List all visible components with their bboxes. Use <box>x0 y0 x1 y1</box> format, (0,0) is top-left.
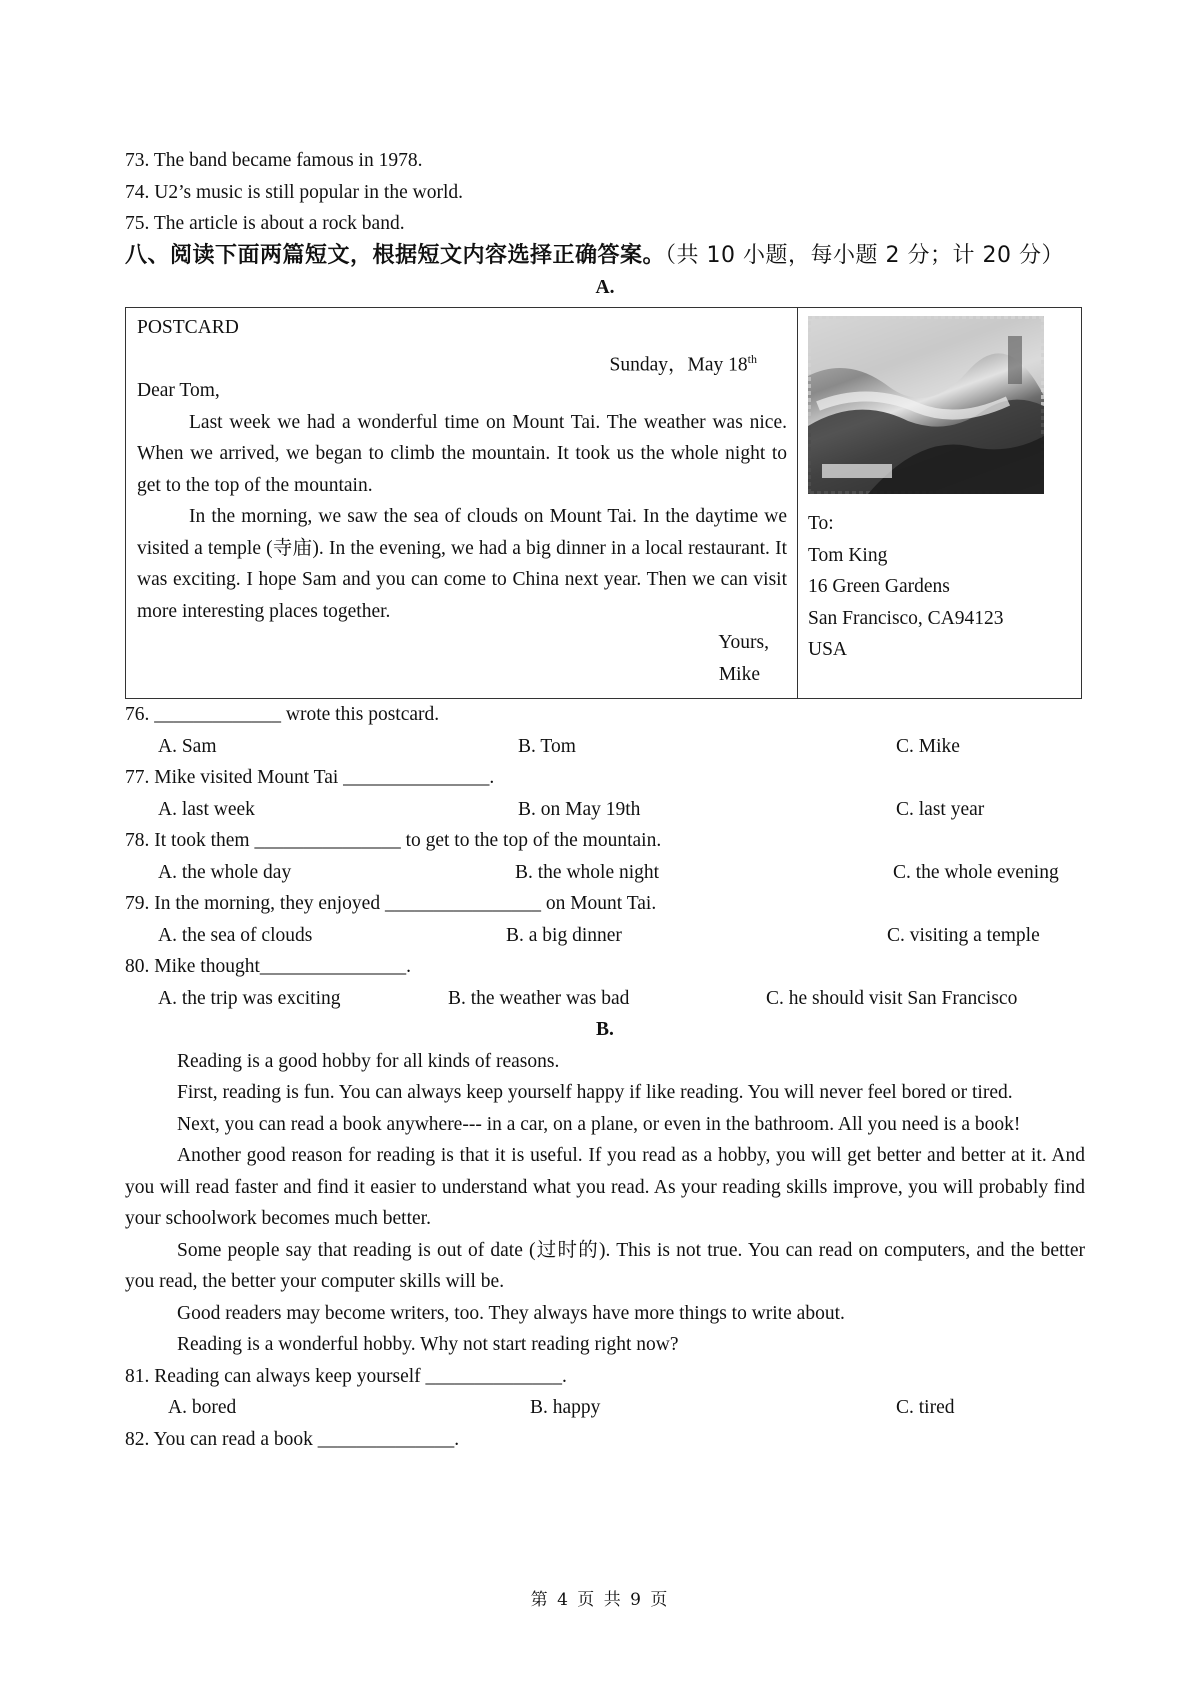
option-c: C. Mike <box>896 735 960 757</box>
item-74: 74. U2’s music is still popular in the world. <box>125 181 463 203</box>
item-73: 73. The band became famous in 1978. <box>125 150 423 171</box>
address-to: To: <box>808 513 834 534</box>
section-heading <box>125 240 1085 272</box>
question-77: 77. Mike visited Mount Tai _______________. <box>125 767 495 788</box>
postcard-paragraph-1: Last week we had a wonderful time on Mount Tai. The weather was nice. When we arrived, we began to climb the mountain. It took us the whole night to get to the top of the mountain. <box>137 411 787 496</box>
options-80 <box>125 983 1085 1015</box>
passage-a-questions <box>125 699 1085 1014</box>
postcard-date-text: Sunday，May 18 <box>609 354 748 375</box>
option-a: A. the sea of clouds <box>158 924 313 946</box>
page-footer: 第 4 页 共 9 页 <box>530 1590 670 1610</box>
passage-b-paragraph-3: Next, you can read a book anywhere--- in a car, on a plane, or even in the bathroom. All you need is a book! <box>177 1113 1021 1135</box>
section-note: （共 10 小题，每小题 2 分；计 20 分） <box>665 242 1064 268</box>
question-79: 79. In the morning, they enjoyed ________________ on Mount Tai. <box>125 893 657 914</box>
option-b: B. Tom <box>518 735 576 757</box>
passage-b-paragraph-4: Another good reason for reading is that it is useful. If you read as a hobby, you will get better and better at it. And you will read faster and find it easier to understand what you read. As your reading skills improve, you will probably find your schoolwork becomes much better. <box>125 1145 1085 1229</box>
option-c: C. the whole evening <box>893 861 1059 883</box>
passage-a-label: A. <box>595 276 615 298</box>
postcard-greeting: Dear Tom, <box>137 380 220 401</box>
postcard-closing: Yours, <box>718 632 769 653</box>
question-82: 82. You can read a book ______________. <box>125 1428 460 1450</box>
postcard-address-side <box>798 308 1081 698</box>
option-b: B. the whole night <box>515 861 660 883</box>
passage-b-paragraph-1: Reading is a good hobby for all kinds of reasons. <box>177 1050 560 1072</box>
option-b: B. a big dinner <box>506 924 622 946</box>
previous-items <box>125 145 1085 240</box>
postcard <box>125 307 1082 699</box>
postcard-message <box>126 308 798 698</box>
option-a: A. last week <box>158 798 255 820</box>
option-a: A. Sam <box>158 735 217 757</box>
option-b: B. the weather was bad <box>448 987 630 1009</box>
passage-b-label: B. <box>596 1019 614 1040</box>
options-76 <box>125 731 1085 763</box>
passage-b-paragraph-5: Some people say that reading is out of date (过时的). This is not true. You can read on computers, and the better you read, the better your computer skills will be. <box>125 1239 1085 1292</box>
question-81: 81. Reading can always keep yourself ______________. <box>125 1365 567 1387</box>
option-c: C. last year <box>896 798 985 820</box>
option-a: A. bored <box>168 1397 237 1418</box>
options-79 <box>125 920 1085 952</box>
option-a: A. the whole day <box>158 861 292 883</box>
postcard-date-sup: th <box>747 351 757 366</box>
option-c: C. tired <box>896 1397 955 1418</box>
option-b: B. on May 19th <box>518 798 641 820</box>
passage-b-text <box>125 1046 1085 1361</box>
option-c: C. visiting a temple <box>887 924 1040 946</box>
passage-b-questions <box>125 1361 1085 1456</box>
postcard-header: POSTCARD <box>137 317 239 338</box>
options-77 <box>125 794 1085 826</box>
option-b: B. happy <box>530 1397 601 1418</box>
passage-b-paragraph-6: Good readers may become writers, too. They always have more things to write about. <box>177 1302 845 1324</box>
address-street: 16 Green Gardens <box>808 576 950 597</box>
passage-b-paragraph-2: First, reading is fun. You can always keep yourself happy if like reading. You will never feel bored or tired. <box>177 1082 1013 1103</box>
question-76: 76. _____________ wrote this postcard. <box>125 704 440 725</box>
address-country: USA <box>808 639 848 660</box>
postcard-signature: Mike <box>718 663 760 685</box>
option-a: A. the trip was exciting <box>158 987 341 1009</box>
exam-page <box>125 145 1085 1455</box>
section-title: 八、阅读下面两篇短文，根据短文内容选择正确答案。 <box>125 242 666 268</box>
options-78 <box>125 857 1085 889</box>
postcard-date <box>137 344 787 376</box>
mountain-stamp-icon <box>808 316 1044 494</box>
question-80: 80. Mike thought_______________. <box>125 956 411 977</box>
item-75: 75. The article is about a rock band. <box>125 213 405 234</box>
address-city: San Francisco, CA94123 <box>808 607 1004 629</box>
options-81 <box>125 1392 1085 1424</box>
passage-b-paragraph-7: Reading is a wonderful hobby. Why not start reading right now? <box>177 1334 679 1355</box>
option-c: C. he should visit San Francisco <box>766 987 1018 1009</box>
postcard-paragraph-2: In the morning, we saw the sea of clouds on Mount Tai. In the daytime we visited a temple (寺庙). In the evening, we had a big dinner in a local restaurant. It was exciting. I hope Sam and you can come to China next year. Then we can visit more interesting places together. <box>137 506 787 622</box>
address-name: Tom King <box>808 544 888 566</box>
question-78: 78. It took them _______________ to get to the top of the mountain. <box>125 830 662 851</box>
